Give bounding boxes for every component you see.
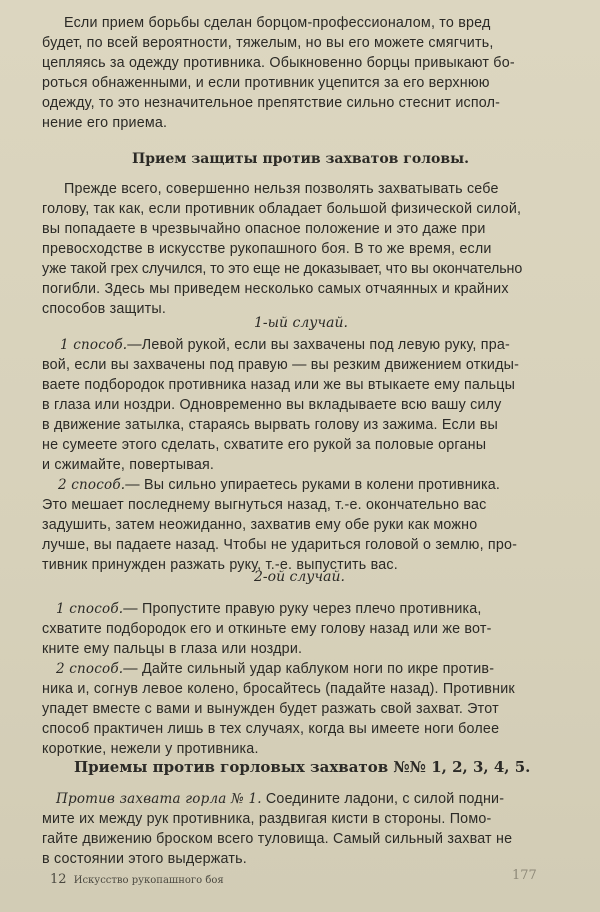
section-heading: Приемы против горловых захватов №№ 1, 2, 3, 4, 5.	[74, 758, 531, 776]
text-line	[56, 600, 482, 618]
text-line: Это мешает последнему выгнуться назад, т.-е. окончательно вас	[42, 497, 487, 513]
text-line: погибли. Здесь мы приведем несколько самых отчаянных и крайних	[42, 281, 509, 297]
case-heading: 1-ый случай.	[254, 315, 348, 331]
text-line: способов защиты.	[42, 301, 167, 317]
lead-label: Против захвата горла № 1.	[56, 791, 262, 807]
text-line: гайте движению броском всего туловища. Самый сильный захват не	[42, 831, 513, 847]
method-label: 2 способ.	[58, 477, 126, 493]
text-line: в движение затылка, стараясь вырвать голову из зажима. Если вы	[42, 417, 498, 433]
text-line: в состоянии этого выдержать.	[42, 851, 247, 867]
section-heading: Прием защиты против захватов головы.	[132, 151, 470, 167]
text-line: цепляясь за одежду противника. Обыкновенно борцы привыкают бо-	[42, 55, 515, 71]
text-line	[60, 336, 510, 354]
text-line: уже такой грех случился, то это еще не доказывает, что вы окончательно	[42, 261, 523, 277]
text-line: ваете подбородок противника назад или же вы втыкаете ему пальцы	[42, 377, 516, 393]
text-line: Если прием борьбы сделан борцом-профессионалом, то вред	[64, 15, 491, 31]
method-text: — Вы сильно упираетесь руками в колени противника.	[125, 477, 501, 493]
method-label: 2 способ.	[56, 661, 124, 677]
method-label: 1 способ.	[60, 337, 128, 353]
text-line	[58, 476, 500, 494]
text-line: вой, если вы захвачены под правую — вы резким движением откиды-	[42, 357, 520, 373]
text-line: задушить, затем неожиданно, захватив ему обе руки как можно	[42, 517, 478, 533]
text-line: способ практичен лишь в тех случаях, когда вы имеете ноги более	[42, 721, 500, 737]
text-line: короткие, нежели у противника.	[42, 741, 259, 757]
text-line: Прежде всего, совершенно нельзя позволять захватывать себе	[64, 181, 499, 197]
lead-text: Соедините ладони, с силой подни-	[261, 791, 505, 807]
printer-signature	[50, 872, 224, 887]
text-line: роться обнаженными, и если противник уцепится за его верхнюю	[42, 75, 490, 91]
method-label: 1 способ.	[56, 601, 124, 617]
text-line: превосходстве в искусстве рукопашного боя. В то же время, если	[42, 241, 492, 257]
signature-number: 12	[50, 872, 67, 887]
text-line: упадет вместе с вами и вынужден будет разжать свой захват. Этот	[42, 701, 499, 717]
text-line: вы попадаете в чрезвычайно опасное положение и это даже при	[42, 221, 486, 237]
text-line: нение его приема.	[42, 115, 168, 131]
page-number: 177	[512, 868, 537, 883]
method-text: — Дайте сильный удар каблуком ноги по икре против-	[123, 661, 495, 677]
text-line: в глаза или ноздри. Одновременно вы вкладываете всю вашу силу	[42, 397, 502, 413]
text-line: схватите подбородок его и откиньте ему голову назад или же вот-	[42, 621, 492, 637]
text-line: и сжимайте, повертывая.	[42, 457, 215, 473]
text-line: голову, так как, если противник обладает большой физической силой,	[42, 201, 522, 217]
text-line	[56, 660, 494, 678]
text-line: ника и, согнув левое колено, бросайтесь (падайте назад). Противник	[42, 681, 515, 697]
case-heading: 2-ой случай.	[254, 569, 345, 585]
text-line: мите их между рук противника, раздвигая кисти в стороны. Помо-	[42, 811, 492, 827]
text-line: лучше, вы падаете назад. Чтобы не удариться головой о землю, про-	[42, 537, 518, 553]
signature-text: Искусство рукопашного боя	[73, 875, 224, 886]
text-line: будет, по всей вероятности, тяжелым, но вы его можете смягчить,	[42, 35, 494, 51]
text-line: одежду, то это незначительное препятствие сильно стеснит испол-	[42, 95, 501, 111]
text-line: тивник принужден разжать руку, т.-е. выпустить вас.	[42, 557, 398, 573]
method-text: —Левой рукой, если вы захвачены под левую руку, пра-	[127, 337, 510, 353]
text-line: не сумеете этого сделать, схватите его рукой за половые органы	[42, 437, 487, 453]
method-text: — Пропустите правую руку через плечо противника,	[123, 601, 482, 617]
text-line	[56, 790, 504, 808]
text-line: кните ему пальцы в глаза или ноздри.	[42, 641, 303, 657]
